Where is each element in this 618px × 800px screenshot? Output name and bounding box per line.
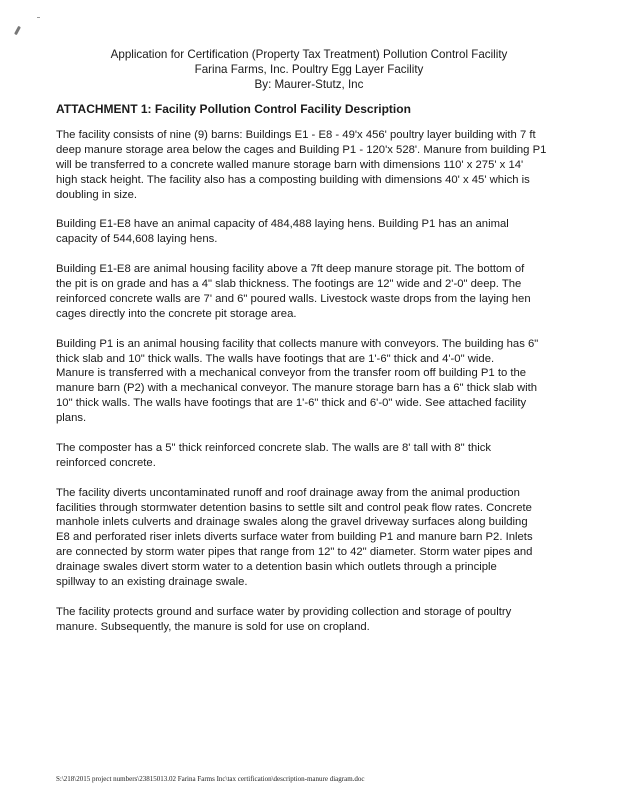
paragraph-line: deep manure storage area below the cages and Building P1 - 120'x 528'. Manure from building P1	[56, 143, 547, 156]
paragraph-line: cages directly into the concrete pit storage area.	[56, 307, 297, 320]
paragraph-line: facilities through stormwater detention basins to settle silt and control peak flow rates. Concrete	[56, 501, 532, 514]
paragraph-line: manhole inlets culverts and drainage swales along the gravel driveway surfaces along building	[56, 516, 528, 529]
paragraph-line: drainage swales divert storm water to a detention basin which outlets through a principle	[56, 561, 497, 574]
header-line-1: Application for Certification (Property Tax Treatment) Pollution Control Facility	[110, 48, 508, 61]
paragraph	[56, 486, 588, 590]
paragraph-line: doubling in size.	[56, 188, 138, 201]
paragraph-line: Building E1-E8 have an animal capacity of 484,488 laying hens. Building P1 has an animal	[56, 218, 509, 231]
paragraph-line: The facility consists of nine (9) barns: Buildings E1 - E8 - 49'x 456' poultry layer building with 7 ft	[56, 129, 536, 141]
paragraph-line: Manure is transferred with a mechanical conveyor from the transfer room off building P1 to the	[56, 367, 527, 380]
paragraph-line: manure barn (P2) with a mechanical conveyor. The manure storage barn has a 6" thick slab with	[56, 382, 538, 395]
paragraph-line: spillway to an existing drainage swale.	[56, 576, 248, 589]
attachment-title: ATTACHMENT 1: Facility Pollution Control Facility Description	[56, 102, 411, 116]
speck-mark	[37, 17, 40, 18]
paragraph-line: the pit is on grade and has a 4" slab thickness. The footings are 12" wide and 2'-0" deep. The	[56, 278, 522, 291]
paragraph-line: plans.	[56, 412, 87, 425]
file-path-footer: S:\218\2015 project numbers\23815013.02 Farina Farms Inc\tax certification\description-manure diagram.doc	[56, 775, 365, 783]
document-body	[56, 128, 588, 650]
paragraph-line: will be transferred to a concrete walled manure storage barn with dimensions 110' x 275' x 14'	[56, 158, 524, 171]
paragraph	[56, 217, 588, 247]
paragraph-line: capacity of 544,608 laying hens.	[56, 233, 218, 246]
paragraph-line: high stack height. The facility also has a composting building with dimensions 40' x 45' which is	[56, 173, 530, 186]
paragraph-line: reinforced concrete walls are 7' and 6" poured walls. Livestock waste drops from the laying hen	[56, 292, 531, 305]
paragraph-line: reinforced concrete.	[56, 456, 156, 469]
paragraph-line: E8 and perforated riser inlets diverts surface water from building P1 and manure barn P2. Inlets	[56, 531, 533, 544]
paragraph-line: Building E1-E8 are animal housing facility above a 7ft deep manure storage pit. The bottom of	[56, 263, 525, 276]
paragraph-line: thick slab and 10" thick walls. The walls have footings that are 1'-6" thick and 4'-0" wide.	[56, 352, 495, 365]
paragraph	[56, 128, 588, 203]
paragraph-line: 10" thick walls. The walls have footings that are 1'-6" thick and 6'-0" wide. See attached facility	[56, 397, 527, 410]
paragraph-line: The facility protects ground and surface water by providing collection and storage of poultry	[56, 605, 512, 618]
header-line-2: Farina Farms, Inc. Poultry Egg Layer Facility	[194, 63, 424, 76]
paragraph	[56, 441, 588, 471]
paragraph	[56, 337, 588, 426]
paragraph-line: The composter has a 5" thick reinforced concrete slab. The walls are 8' tall with 8" thick	[56, 441, 492, 454]
paragraph-line: are connected by storm water pipes that range from 12" to 42" diameter. Storm water pipes and	[56, 546, 533, 559]
header-line-3: By: Maurer-Stutz, Inc	[254, 78, 364, 91]
paragraph-line: manure. Subsequently, the manure is sold for use on cropland.	[56, 620, 370, 633]
paragraph	[56, 605, 588, 635]
paragraph-line: Building P1 is an animal housing facility that collects manure with conveyors. The building has 6"	[56, 337, 539, 350]
paragraph-line: The facility diverts uncontaminated runoff and roof drainage away from the animal production	[56, 486, 520, 499]
pen-mark	[14, 26, 21, 35]
document-header	[0, 47, 618, 92]
paragraph	[56, 262, 588, 322]
